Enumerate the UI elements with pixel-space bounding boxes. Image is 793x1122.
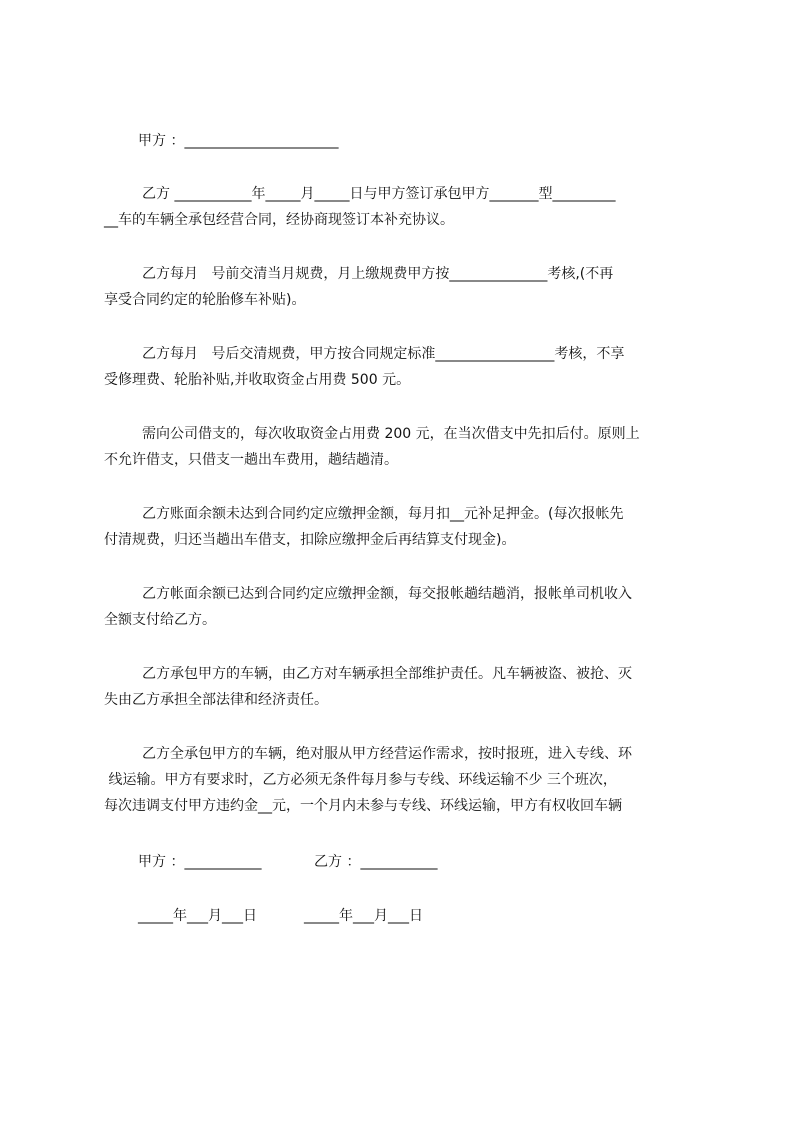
paragraph-3-line-1: 乙方每月 号后交清规费，甲方按合同规定标准_________________考核，不享 <box>142 346 625 362</box>
paragraph-3-line-2: 受修理费、轮胎补贴,并收取资金占用费 500 元。 <box>104 372 411 388</box>
paragraph-1-line-2: __车的车辆全承包经营合同，经协商现签订本补充协议。 <box>104 212 454 228</box>
paragraph-5-line-2: 付清规费，归还当趟出车借支，扣除应缴押金后再结算支付现金)。 <box>104 532 516 548</box>
paragraph-8-line-1: 乙方全承包甲方的车辆，绝对服从甲方经营运作需求，按时报班，进入专线、环 <box>142 746 632 762</box>
paragraph-6-line-1: 乙方帐面余额已达到合同约定应缴押金额，每交报帐趟结趟消，报帐单司机收入 <box>142 586 632 602</box>
paragraph-4-line-1: 需向公司借支的，每次收取资金占用费 200 元，在当次借支中先扣后付。原则上 <box>142 426 640 442</box>
signature-date-a: _____年___月___日 <box>138 908 257 924</box>
paragraph-5-line-1: 乙方账面余额未达到合同约定应缴押金额，每月扣__元补足押金。(每次报帐先 <box>142 506 624 522</box>
signature-date-b: _____年___月___日 <box>304 908 423 924</box>
signature-party-b: 乙方 ：___________ <box>314 854 438 870</box>
paragraph-8-line-3: 每次违调支付甲方违约金__元，一个月内未参与专线、环线运输，甲方有权收回车辆 <box>104 798 622 814</box>
party-a-header: 甲方 ：______________________ <box>138 133 339 149</box>
paragraph-7-line-1: 乙方承包甲方的车辆，由乙方对车辆承担全部维护责任。凡车辆被盗、被抢、灭 <box>142 666 632 682</box>
paragraph-6-line-2: 全额支付给乙方。 <box>104 612 216 628</box>
paragraph-2-line-1: 乙方每月 号前交清当月规费，月上缴规费甲方按______________考核,(不再 <box>142 266 614 282</box>
paragraph-2-line-2: 享受合同约定的轮胎修车补贴)。 <box>104 292 306 308</box>
paragraph-7-line-2: 失由乙方承担全部法律和经济责任。 <box>104 692 328 708</box>
paragraph-1-line-1: 乙方 ___________年_____月_____日与甲方签订承包甲方_______型_________ <box>142 186 616 202</box>
paragraph-8-line-2: 线运输。甲方有要求时，乙方必须无条件每月参与专线、环线运输不少 三个班次， <box>104 772 617 788</box>
paragraph-4-line-2: 不允许借支，只借支一趟出车费用，趟结趟清。 <box>104 452 398 468</box>
signature-party-a: 甲方 ：___________ <box>138 854 262 870</box>
